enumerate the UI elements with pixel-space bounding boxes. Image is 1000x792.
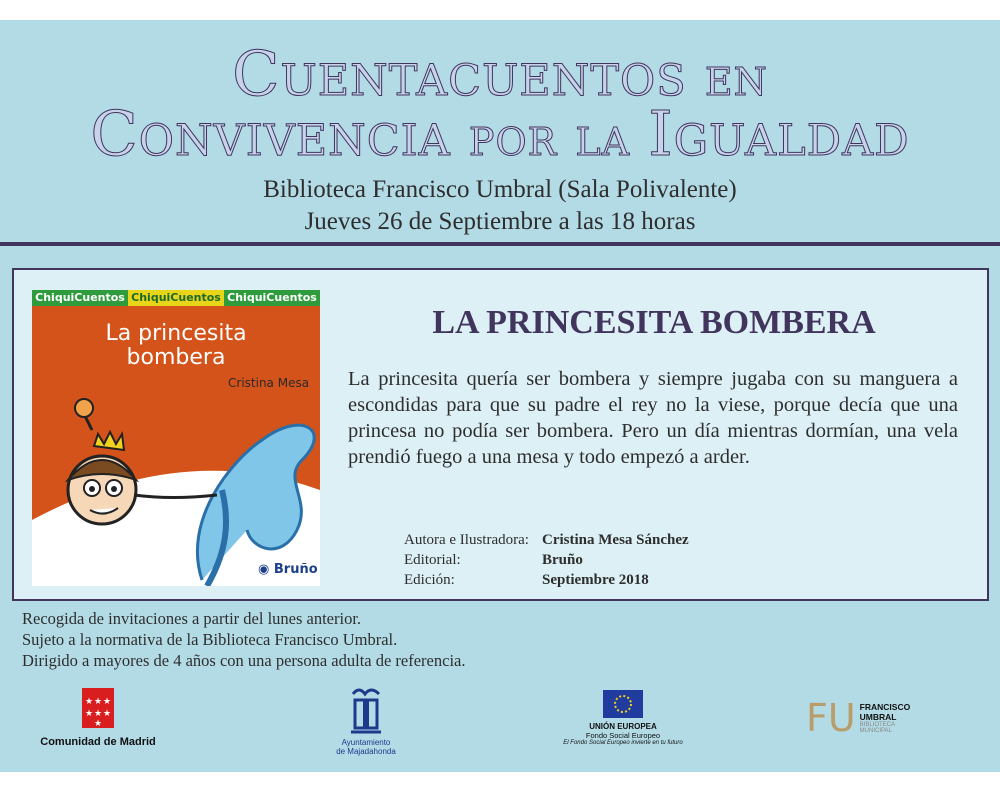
publisher-b-icon: ◉ (258, 562, 274, 577)
book-title: LA PRINCESITA BOMBERA (432, 304, 876, 341)
credit-value: Septiembre 2018 (542, 572, 649, 588)
credit-row-edition (404, 570, 689, 590)
cover-series-strip (32, 290, 320, 306)
note-line: Dirigido a mayores de 4 años con una persona adulta de referencia. (22, 651, 466, 670)
credit-row-author (404, 530, 689, 550)
credit-value: Bruño (542, 552, 583, 568)
credit-label: Autora e Ilustradora: (404, 532, 529, 548)
eu-logo-text: UNIÓN EUROPEA (589, 722, 657, 731)
note-line: Sujeto a la normativa de la Biblioteca Francisco Umbral. (22, 630, 398, 649)
event-title-line2 (0, 97, 1000, 170)
cover-series-label: ChiquiCuentos (128, 290, 224, 306)
note-line: Recogida de invitaciones a partir del lunes anterior. (22, 609, 362, 628)
credit-value: Cristina Mesa Sánchez (542, 532, 689, 548)
event-notes (22, 608, 466, 671)
comunidad-madrid-logo (36, 688, 160, 748)
cover-publisher-name: Bruño (273, 562, 318, 577)
svg-text:★: ★ (85, 709, 94, 719)
credit-row-publisher (404, 550, 689, 570)
cover-title-line: bombera (126, 345, 226, 370)
svg-text:★: ★ (94, 697, 103, 707)
book-panel (12, 268, 989, 601)
svg-text:★: ★ (94, 709, 103, 719)
credit-label: Editorial: (404, 552, 461, 568)
fu-monogram-icon: FU (806, 696, 856, 740)
biblioteca-umbral-logo (806, 698, 926, 738)
majadahonda-emblem-icon (349, 686, 383, 738)
title-word: en (704, 45, 768, 108)
svg-text:★: ★ (85, 697, 94, 707)
umbral-logo-words (860, 702, 926, 734)
eu-flag-icon (603, 690, 643, 718)
svg-text:★: ★ (103, 709, 112, 719)
umbral-logo-text: FRANCISCO UMBRAL (859, 702, 911, 722)
credit-label: Edición: (404, 572, 455, 588)
madrid-logo-text: Comunidad de Madrid (40, 736, 156, 748)
svg-text:★: ★ (94, 719, 103, 728)
event-date: Jueves 26 de Septiembre a las 18 horas (304, 208, 696, 235)
umbral-logo-row (806, 698, 926, 738)
event-venue: Biblioteca Francisco Umbral (Sala Polivalente) (263, 176, 737, 203)
title-word: Convivencia (90, 97, 451, 170)
cover-publisher (258, 562, 318, 577)
cover-title-line: La princesita (105, 321, 247, 346)
madrid-stars-icon (82, 688, 114, 728)
book-credits (404, 530, 689, 590)
header-divider (0, 242, 1000, 246)
title-word: por la (468, 105, 631, 168)
majadahonda-logo-text: Ayuntamiento (341, 738, 391, 747)
umbral-logo-text: BIBLIOTECA MUNICIPAL (859, 722, 895, 734)
cover-series-label: ChiquiCuentos (224, 290, 320, 306)
cover-series-label: ChiquiCuentos (32, 290, 128, 306)
svg-text:★: ★ (103, 697, 112, 707)
majadahonda-logo (326, 686, 406, 756)
book-synopsis: La princesita quería ser bombera y siempre jugaba con su manguera a escondidas para que su padre el rey no la viese, porque decía que una princesa no podía ser bombera. Pero un día mientras dormían, una vela prendió fuego a una mesa y todo empezó a arder. (348, 368, 958, 468)
title-word: Cuentacuentos (232, 37, 687, 110)
title-word: Igualdad (648, 97, 910, 170)
eu-logo-text: Fondo Social Europeo (585, 731, 661, 740)
eu-logo-text: El Fondo Social Europeo invierte en tu futuro (563, 740, 683, 746)
book-cover (32, 290, 320, 586)
eu-logo (548, 690, 698, 746)
cover-title (32, 322, 320, 370)
cover-author: Cristina Mesa (228, 376, 310, 390)
majadahonda-logo-text: de Majadahonda (336, 747, 396, 756)
